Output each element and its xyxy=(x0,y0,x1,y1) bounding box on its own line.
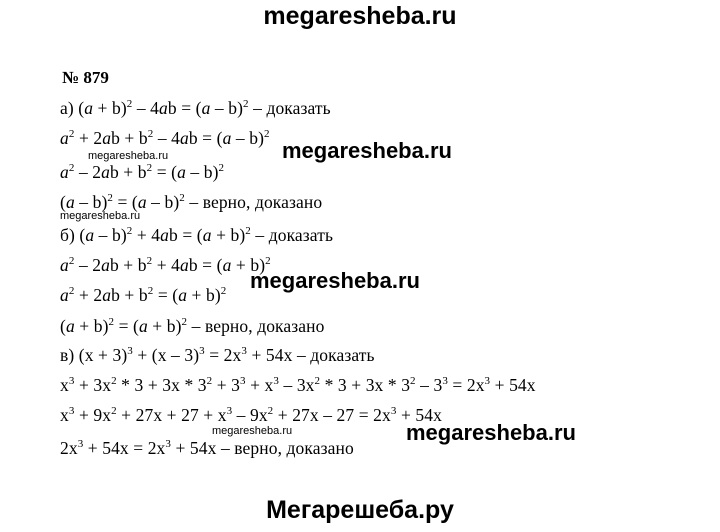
solution-line-1: а) $(a + b)^2 - 4ab = (a - b)^2$ – доказать xyxy=(60,98,331,118)
watermark-mid-1: megaresheba.ru xyxy=(282,138,452,163)
part-label-b: б) xyxy=(60,225,75,245)
solution-line-11: $x^3 + 9x^2 + 27x + 27 + x^3 - 9x^2 + 27x - 27 = 2x^3 + 54x$ xyxy=(60,405,442,425)
watermark-bottom: Мегарешеба.ру xyxy=(266,496,454,524)
watermark-top: megaresheba.ru xyxy=(263,2,457,30)
solution-line-3: $a^2 - 2ab + b^2 = (a - b)^2$ xyxy=(60,162,225,182)
part-label-a: а) xyxy=(60,98,74,118)
watermark-mid-3: megaresheba.ru xyxy=(406,420,576,445)
prove-text: – доказать xyxy=(296,345,375,365)
verified-text: – верно, доказано xyxy=(191,316,325,336)
prove-text: – доказать xyxy=(255,225,334,245)
solution-line-2: $a^2 + 2ab + b^2 - 4ab = (a - b)^2$ xyxy=(60,128,270,148)
solution-line-10: $x^3 + 3x^2 * 3 + 3x * 3^2 + 3^3 + x^3 - 3x^2 * 3 + 3x * 3^2 - 3^3 = 2x^3 + 54x$ xyxy=(60,375,536,395)
solution-line-5: б) $(a - b)^2 + 4ab = (a + b)^2$ – доказать xyxy=(60,225,334,245)
verified-text: – верно, доказано xyxy=(220,438,354,458)
solution-line-7: $a^2 + 2ab + b^2 = (a + b)^2$ xyxy=(60,285,227,305)
solution-line-9: в) $(x + 3)^3 + (x - 3)^3 = 2x^3 + 54x$ – доказать xyxy=(60,345,375,365)
task-number: № 879 xyxy=(62,68,109,87)
watermark-small-2: megaresheba.ru xyxy=(60,210,141,222)
verified-text: – верно, доказано xyxy=(189,192,323,212)
part-label-v: в) xyxy=(60,345,75,365)
solution-line-6: $a^2 - 2ab + b^2 + 4ab = (a + b)^2$ xyxy=(60,255,271,275)
watermark-small-3: megaresheba.ru xyxy=(212,425,293,437)
solution-line-4: (a – b)$^2$ = (a – b)$^2$ – верно, доказано xyxy=(60,192,323,212)
solution-line-8: $(a + b)^2 = (a + b)^2$ – верно, доказано xyxy=(60,316,325,336)
watermark-small-1: megaresheba.ru xyxy=(88,150,169,162)
prove-text: – доказать xyxy=(253,98,331,118)
watermark-mid-2: megaresheba.ru xyxy=(250,268,420,293)
solution-line-12: $2x^3 + 54x = 2x^3 + 54x$ – верно, доказано xyxy=(60,438,354,458)
